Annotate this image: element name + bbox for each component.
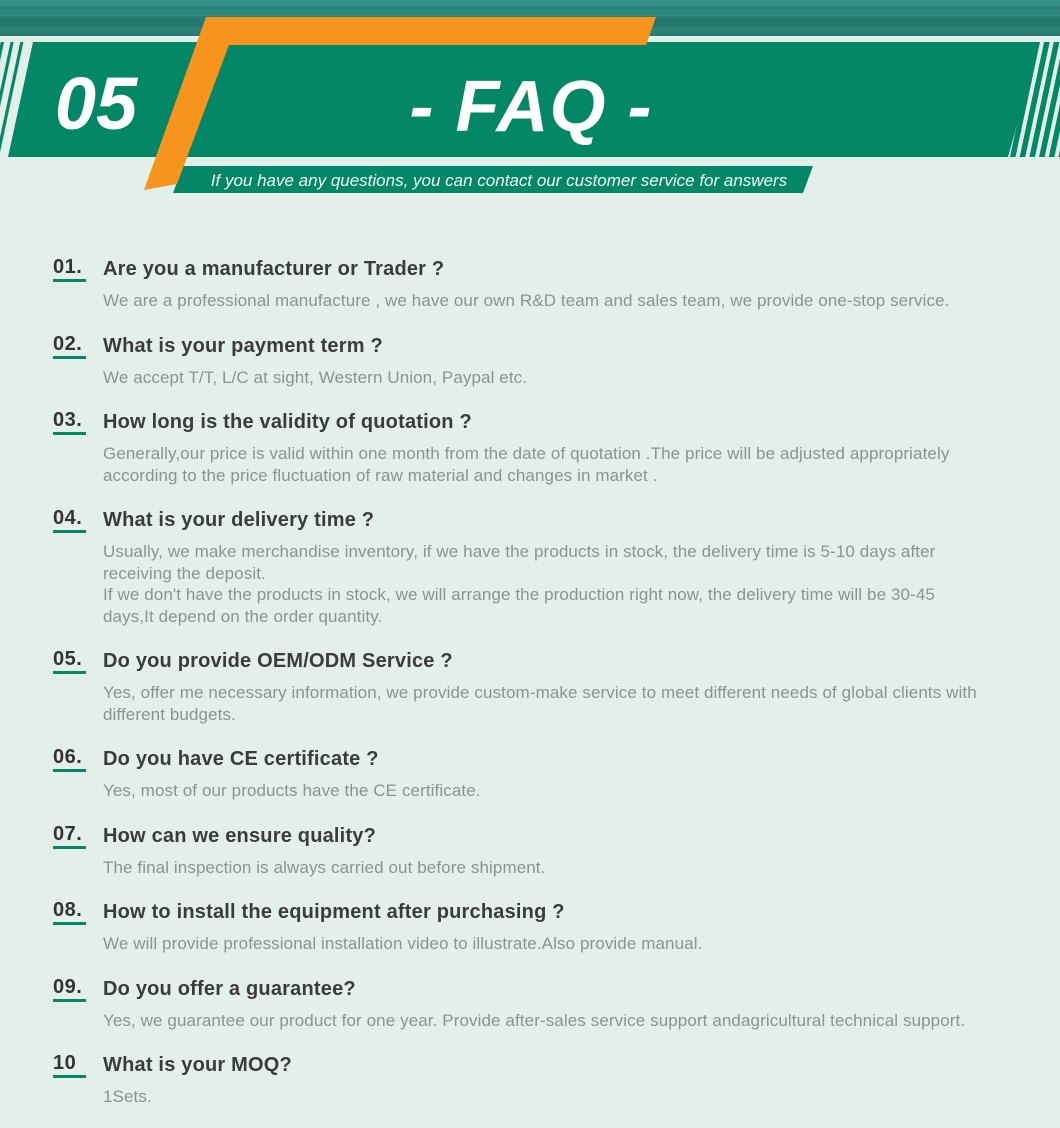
faq-question: How to install the equipment after purchasing ?	[103, 901, 565, 923]
faq-answer	[103, 857, 1040, 879]
faq-number: 08.	[53, 900, 86, 925]
faq-answer-line: Usually, we make merchandise inventory, if we have the products in stock, the delivery time is 5-10 days after	[103, 542, 936, 561]
faq-question-row	[53, 824, 1040, 849]
faq-number: 01.	[53, 257, 86, 282]
faq-question-row	[53, 1053, 1040, 1078]
faq-question: What is your delivery time ?	[103, 509, 375, 531]
faq-question-row	[53, 508, 1040, 533]
faq-question-row	[53, 977, 1040, 1002]
faq-item	[53, 977, 1040, 1032]
faq-item	[53, 1053, 1040, 1108]
faq-number: 02.	[53, 334, 86, 359]
faq-answer-line: Yes, offer me necessary information, we provide custom-make service to meet different needs of global clients with	[103, 683, 977, 702]
faq-number: 03.	[53, 410, 86, 435]
faq-answer	[103, 780, 1040, 802]
faq-answer	[103, 682, 1040, 725]
faq-answer-line: receiving the deposit.	[103, 563, 266, 583]
faq-question: Do you offer a guarantee?	[103, 977, 356, 1000]
section-number: 05	[54, 62, 138, 145]
faq-question: Do you have CE certificate ?	[103, 748, 379, 770]
header-banner-graphic	[0, 0, 1060, 200]
faq-number: 05.	[53, 649, 86, 674]
faq-item	[53, 410, 1040, 486]
faq-answer-line: We will provide professional installation video to illustrate.Also provide manual.	[103, 934, 703, 953]
faq-answer-line: days,It depend on the order quantity.	[103, 606, 383, 626]
faq-answer	[103, 443, 1040, 486]
faq-question: What is your MOQ?	[103, 1054, 292, 1076]
faq-item	[53, 334, 1040, 389]
faq-answer	[103, 933, 1040, 955]
faq-item	[53, 747, 1040, 802]
faq-item	[53, 900, 1040, 955]
faq-answer	[103, 541, 1040, 627]
faq-question: What is your payment term ?	[103, 334, 383, 357]
faq-question-row	[53, 649, 1040, 674]
faq-title: - FAQ -	[409, 67, 653, 147]
faq-number: 06.	[53, 747, 86, 772]
faq-question: How can we ensure quality?	[103, 824, 377, 847]
faq-number: 09.	[53, 977, 86, 1002]
faq-item	[53, 649, 1040, 725]
faq-item	[53, 508, 1040, 627]
faq-item	[53, 824, 1040, 879]
faq-number: 07.	[53, 824, 86, 849]
faq-answer-line: Yes, most of our products have the CE certificate.	[103, 781, 481, 800]
faq-number: 10	[53, 1053, 86, 1078]
faq-answer	[103, 290, 1040, 312]
faq-answer-line: If we don't have the products in stock, we will arrange the production right now, the delivery time will be 30-45	[103, 585, 935, 604]
faq-list	[0, 200, 1060, 1108]
faq-answer	[103, 1010, 1040, 1032]
faq-answer	[103, 1086, 1040, 1108]
faq-question-row	[53, 900, 1040, 925]
faq-answer-line: Generally,our price is valid within one month from the date of quotation .The price will be adjusted appropriately	[103, 444, 950, 463]
faq-answer-line: according to the price fluctuation of raw material and changes in market .	[103, 465, 658, 485]
faq-item	[53, 257, 1040, 312]
faq-question-row	[53, 410, 1040, 435]
faq-question: Are you a manufacturer or Trader ?	[103, 258, 445, 280]
faq-header	[0, 0, 1060, 200]
faq-answer-line: We accept T/T, L/C at sight, Western Union, Paypal etc.	[103, 367, 528, 387]
faq-answer-line: The final inspection is always carried out before shipment.	[103, 857, 546, 877]
faq-answer-line: 1Sets.	[103, 1087, 152, 1106]
faq-question-row	[53, 257, 1040, 282]
subtitle-text: If you have any questions, you can contact our customer service for answers	[210, 171, 788, 190]
faq-question-row	[53, 747, 1040, 772]
faq-question-row	[53, 334, 1040, 359]
faq-question: How long is the validity of quotation ?	[103, 411, 472, 433]
faq-answer-line: We are a professional manufacture , we have our own R&D team and sales team, we provide one-stop service.	[103, 291, 950, 310]
faq-question: Do you provide OEM/ODM Service ?	[103, 650, 453, 672]
faq-number: 04.	[53, 508, 86, 533]
faq-answer	[103, 367, 1040, 389]
faq-answer-line: Yes, we guarantee our product for one year. Provide after-sales service support andagricultural technical support.	[103, 1010, 966, 1030]
faq-answer-line: different budgets.	[103, 704, 236, 724]
